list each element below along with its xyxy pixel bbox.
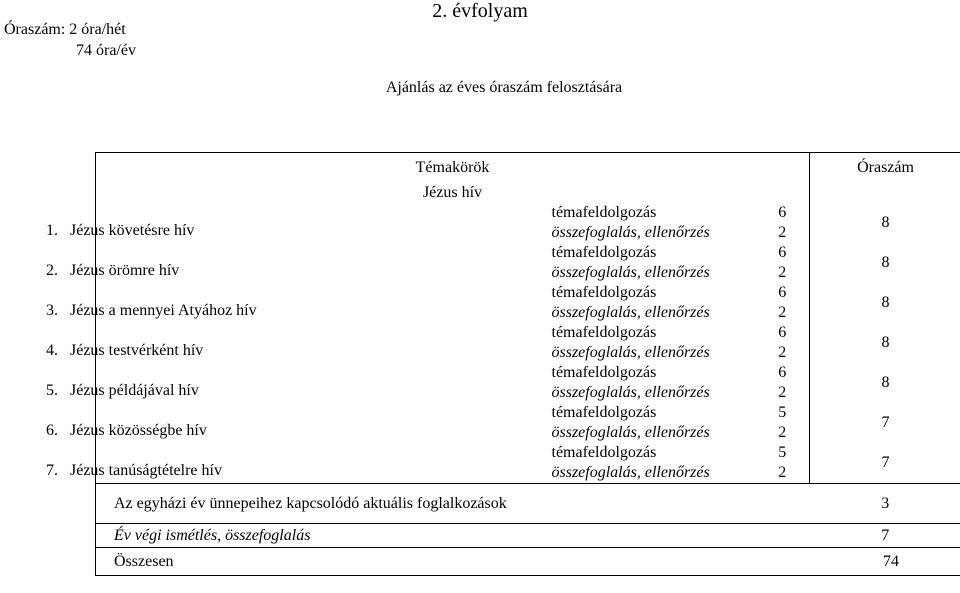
activity-processing: témafeldolgozás — [551, 324, 657, 341]
hours-split — [756, 203, 810, 243]
topic-total: 8 — [810, 283, 960, 323]
hours-split — [756, 403, 810, 443]
hours-review: 2 — [778, 424, 787, 441]
hours-processing: 6 — [778, 364, 787, 381]
topic-item — [46, 342, 203, 360]
activity-processing: témafeldolgozás — [551, 244, 657, 261]
topic-number: 5. — [46, 382, 58, 399]
review-total: 7 — [810, 524, 960, 548]
hours-review: 2 — [778, 344, 787, 361]
hours-processing: 6 — [778, 204, 787, 221]
topic-title: Jézus közösségbe hív — [70, 422, 207, 439]
activity-review: összefoglalás, ellenőrzés — [551, 424, 710, 441]
topic-total: 8 — [810, 363, 960, 403]
yearly-hours: 74 óra/év — [76, 42, 136, 59]
hours-review: 2 — [778, 464, 787, 481]
page-subtitle: Ajánlás az éves óraszám felosztására — [385, 79, 623, 96]
sum-row — [96, 548, 960, 576]
hours-review: 2 — [778, 224, 787, 241]
topic-number: 4. — [46, 342, 58, 359]
activity-review: összefoglalás, ellenőrzés — [551, 304, 710, 321]
section-title: Jézus hív — [96, 183, 810, 203]
topic-item — [46, 302, 257, 320]
activity-processing: témafeldolgozás — [551, 404, 657, 421]
topic-total: 7 — [810, 403, 960, 443]
topic-total: 7 — [810, 443, 960, 484]
activity-cell — [544, 283, 756, 323]
topic-number: 2. — [46, 262, 58, 279]
extra-total: 3 — [810, 484, 960, 524]
topic-number: 6. — [46, 422, 58, 439]
topic-item — [46, 462, 222, 480]
topic-item — [46, 382, 199, 400]
topic-row — [96, 403, 960, 443]
topic-row — [96, 203, 960, 243]
activity-review: összefoglalás, ellenőrzés — [551, 264, 710, 281]
hours-table — [95, 152, 960, 576]
hours-processing: 6 — [778, 324, 787, 341]
topic-total: 8 — [810, 243, 960, 283]
topic-row — [96, 323, 960, 363]
hours-review: 2 — [778, 304, 787, 321]
extra-activities-label: Az egyházi év ünnepeihez kapcsolódó aktuális foglalkozások — [96, 484, 544, 524]
hours-review: 2 — [778, 264, 787, 281]
hours-split — [756, 363, 810, 403]
hours-split — [756, 283, 810, 323]
topic-item — [46, 422, 207, 440]
topic-number: 7. — [46, 462, 58, 479]
hours-split — [756, 243, 810, 283]
activity-processing: témafeldolgozás — [551, 284, 657, 301]
sum-total: 74 — [810, 548, 960, 576]
topic-title: Jézus testvérként hív — [70, 342, 204, 359]
activity-processing: témafeldolgozás — [551, 364, 657, 381]
hours-processing: 5 — [778, 444, 787, 461]
activity-processing: témafeldolgozás — [551, 204, 657, 221]
activity-cell — [544, 243, 756, 283]
topic-item — [46, 222, 194, 240]
topic-row — [96, 363, 960, 403]
activity-review: összefoglalás, ellenőrzés — [551, 344, 710, 361]
topic-number: 1. — [46, 222, 58, 239]
topic-total: 8 — [810, 323, 960, 363]
topic-total: 8 — [810, 203, 960, 243]
hours-split — [756, 323, 810, 363]
topic-title: Jézus örömre hív — [70, 262, 180, 279]
extra-row — [96, 484, 960, 524]
topic-number: 3. — [46, 302, 58, 319]
hours-review: 2 — [778, 384, 787, 401]
topic-item — [46, 262, 179, 280]
hours-processing: 6 — [778, 244, 787, 261]
topic-title: Jézus példájával hív — [70, 382, 199, 399]
activity-processing: témafeldolgozás — [551, 444, 657, 461]
topic-title: Jézus tanúságtételre hív — [70, 462, 222, 479]
topic-row — [96, 443, 960, 484]
review-row — [96, 524, 960, 548]
hours-processing: 5 — [778, 404, 787, 421]
year-end-review-label: Év végi ismétlés, összefoglalás — [96, 524, 810, 548]
topics-column-header: Témakörök — [96, 153, 810, 184]
activity-review: összefoglalás, ellenőrzés — [551, 224, 710, 241]
topic-row — [96, 243, 960, 283]
activity-cell — [544, 363, 756, 403]
activity-review: összefoglalás, ellenőrzés — [551, 464, 710, 481]
activity-cell — [544, 203, 756, 243]
weekly-hours: Óraszám: 2 óra/hét — [4, 21, 126, 38]
hours-processing: 6 — [778, 284, 787, 301]
activity-cell — [544, 403, 756, 443]
topic-title: Jézus a mennyei Atyához hív — [70, 302, 257, 319]
activity-review: összefoglalás, ellenőrzés — [551, 384, 710, 401]
hours-column-header: Óraszám — [810, 153, 960, 184]
hours-split — [756, 443, 810, 484]
sum-label: Összesen — [96, 548, 810, 576]
activity-cell — [544, 443, 756, 484]
grade-title: 2. évfolyam — [432, 0, 528, 22]
topic-title: Jézus követésre hív — [70, 222, 195, 239]
activity-cell — [544, 323, 756, 363]
